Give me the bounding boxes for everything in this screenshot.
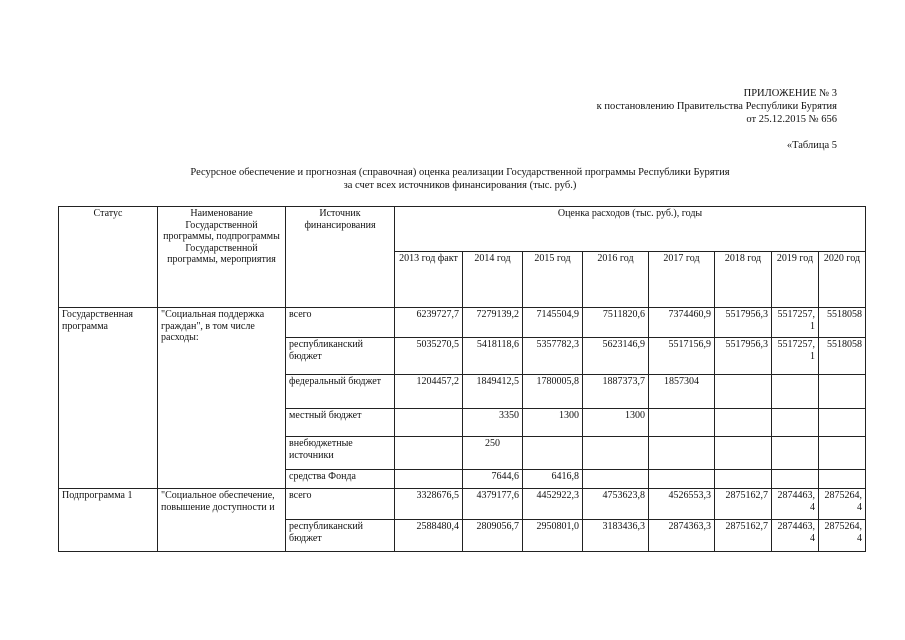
value-cell [772, 409, 819, 437]
col-header-status: Статус [59, 207, 158, 308]
value-cell [649, 470, 715, 489]
value-cell: 5518058 [819, 338, 866, 375]
value-cell: 4526553,3 [649, 489, 715, 520]
value-cell [819, 375, 866, 409]
value-cell: 2875264,4 [819, 520, 866, 552]
value-cell: 4452922,3 [523, 489, 583, 520]
value-cell: 2874363,3 [649, 520, 715, 552]
source-cell: федеральный бюджет [286, 375, 395, 409]
year-header: 2016 год [583, 252, 649, 308]
value-cell [649, 409, 715, 437]
program-name-cell: "Социальное обеспечение, повышение доступности и [158, 489, 286, 552]
value-cell: 2588480,4 [395, 520, 463, 552]
source-cell: всего [286, 489, 395, 520]
value-cell [772, 437, 819, 470]
value-cell: 7644,6 [463, 470, 523, 489]
value-cell: 2875162,7 [715, 520, 772, 552]
source-cell: республиканский бюджет [286, 520, 395, 552]
value-cell: 250 [463, 437, 523, 470]
value-cell: 7374460,9 [649, 308, 715, 338]
value-cell: 2874463,4 [772, 489, 819, 520]
value-cell: 2809056,7 [463, 520, 523, 552]
value-cell: 5517156,9 [649, 338, 715, 375]
value-cell: 5518058 [819, 308, 866, 338]
source-cell: местный бюджет [286, 409, 395, 437]
table-reference: «Таблица 5 [786, 140, 837, 151]
value-cell [523, 437, 583, 470]
year-header: 2014 год [463, 252, 523, 308]
document-subtitle: за счет всех источников финансирования (тыс. руб.) [343, 180, 577, 191]
year-header: 2020 год [819, 252, 866, 308]
value-cell: 4379177,6 [463, 489, 523, 520]
value-cell [395, 409, 463, 437]
value-cell [819, 470, 866, 489]
value-cell [649, 437, 715, 470]
status-cell: Подпрограмма 1 [59, 489, 158, 552]
year-header: 2015 год [523, 252, 583, 308]
source-cell: внебюджетные источники [286, 437, 395, 470]
value-cell: 1300 [583, 409, 649, 437]
value-cell: 2874463,4 [772, 520, 819, 552]
value-cell: 5418118,6 [463, 338, 523, 375]
year-header: 2019 год [772, 252, 819, 308]
value-cell [715, 437, 772, 470]
value-cell: 2875264,4 [819, 489, 866, 520]
year-header: 2018 год [715, 252, 772, 308]
value-cell: 1300 [523, 409, 583, 437]
value-cell: 3183436,3 [583, 520, 649, 552]
value-cell: 5517257,1 [772, 308, 819, 338]
value-cell [819, 437, 866, 470]
source-cell: всего [286, 308, 395, 338]
table-row [59, 308, 866, 338]
value-cell: 6239727,7 [395, 308, 463, 338]
value-cell [715, 409, 772, 437]
value-cell [395, 437, 463, 470]
col-header-name: Наименование Государственной программы, подпрограммы Государственной программы, мероприятия [158, 207, 286, 308]
value-cell [583, 437, 649, 470]
value-cell [715, 470, 772, 489]
document-title: Ресурсное обеспечение и прогнозная (справочная) оценка реализации Государственной программы Республики Бурятия [190, 167, 730, 178]
value-cell: 7279139,2 [463, 308, 523, 338]
value-cell: 1857304 [649, 375, 715, 409]
status-cell: Государственная программа [59, 308, 158, 489]
value-cell: 5517956,3 [715, 308, 772, 338]
year-header: 2017 год [649, 252, 715, 308]
resource-table [58, 206, 866, 552]
value-cell: 1849412,5 [463, 375, 523, 409]
source-cell: средства Фонда [286, 470, 395, 489]
value-cell: 1780005,8 [523, 375, 583, 409]
value-cell: 4753623,8 [583, 489, 649, 520]
table-row [59, 489, 866, 520]
value-cell [772, 470, 819, 489]
value-cell: 7511820,6 [583, 308, 649, 338]
value-cell [583, 470, 649, 489]
value-cell: 5517956,3 [715, 338, 772, 375]
value-cell: 3350 [463, 409, 523, 437]
value-cell [772, 375, 819, 409]
resolution-date: от 25.12.2015 № 656 [746, 114, 837, 125]
value-cell [819, 409, 866, 437]
value-cell: 5035270,5 [395, 338, 463, 375]
value-cell: 3328676,5 [395, 489, 463, 520]
value-cell: 1887373,7 [583, 375, 649, 409]
program-name-cell: "Социальная поддержка граждан", в том числе расходы: [158, 308, 286, 489]
value-cell: 5623146,9 [583, 338, 649, 375]
value-cell: 2950801,0 [523, 520, 583, 552]
resolution-label: к постановлению Правительства Республики Бурятия [596, 101, 837, 112]
value-cell: 5517257,1 [772, 338, 819, 375]
value-cell: 1204457,2 [395, 375, 463, 409]
value-cell [395, 470, 463, 489]
header-row [59, 207, 866, 252]
value-cell: 6416,8 [523, 470, 583, 489]
col-header-estimate: Оценка расходов (тыс. руб.), годы [395, 207, 866, 252]
year-header: 2013 год факт [395, 252, 463, 308]
source-cell: республиканский бюджет [286, 338, 395, 375]
value-cell: 5357782,3 [523, 338, 583, 375]
appendix-label: ПРИЛОЖЕНИЕ № 3 [743, 88, 837, 99]
value-cell: 7145504,9 [523, 308, 583, 338]
value-cell: 2875162,7 [715, 489, 772, 520]
value-cell [715, 375, 772, 409]
col-header-source: Источник финансирования [286, 207, 395, 308]
